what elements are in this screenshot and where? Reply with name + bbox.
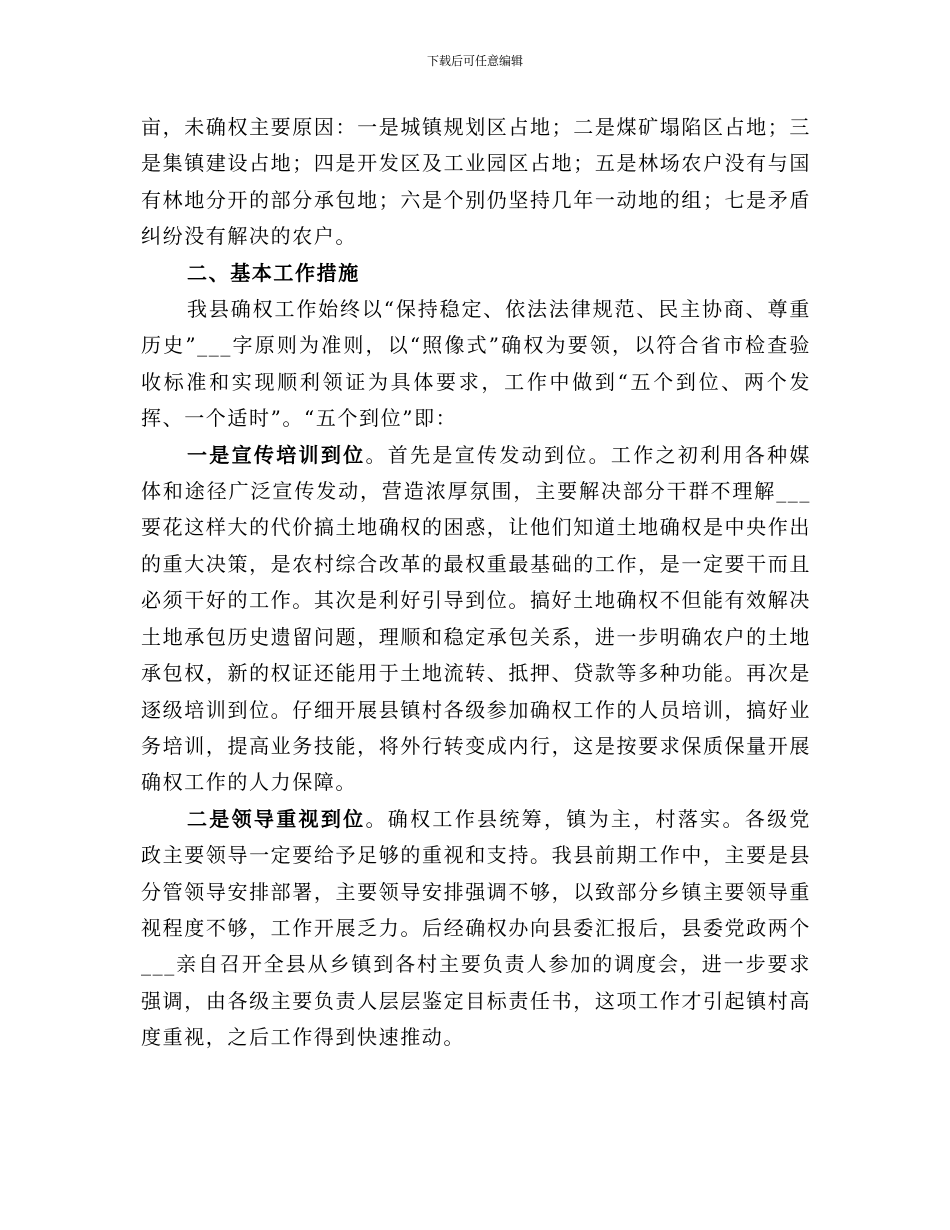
- paragraph-lead-publicity: 一是宣传培训到位: [187, 442, 366, 467]
- paragraph-publicity-training: [141, 437, 811, 801]
- paragraph-text-leadership: 。确权工作县统筹，镇为主，村落实。各级党政主要领导一定要给予足够的重视和支持。我县前期工作中，主要是县分管领导安排部署，主要领导安排强调不够，以致部分乡镇主要领导重视程度不够，工作开展乏力。后经确权办向县委汇报后，县委党政两个___亲自召开全县从乡镇到各村主要负责人参加的调度会，进一步要求强调，由各级主要负责人层层鉴定目标责任书，这项工作才引起镇村高度重视，之后工作得到快速推动。: [141, 806, 812, 1050]
- paragraph-lead-leadership: 二是领导重视到位: [187, 806, 366, 831]
- document-body: [141, 109, 811, 1056]
- paragraph-text-publicity: 。首先是宣传发动到位。工作之初利用各种媒体和途径广泛宣传发动，营造浓厚氛围，主要解决部分干群不理解___要花这样大的代价搞土地确权的困惑，让他们知道土地确权是中央作出的重大决策，是农村综合改革的最权重最基础的工作，是一定要干而且必须干好的工作。其次是利好引导到位。搞好土地确权不但能有效解决土地承包历史遗留问题，理顺和稳定承包关系，进一步明确农户的土地承包权，新的权证还能用于土地流转、抵押、贷款等多种功能。再次是逐级培训到位。仔细开展县镇村各级参加确权工作的人员培训，搞好业务培训，提高业务技能，将外行转变成内行，这是按要求保质保量开展确权工作的人力保障。: [141, 442, 812, 795]
- page-header: 下载后可任意编辑: [426, 54, 523, 68]
- paragraph-leadership: [141, 801, 811, 1056]
- paragraph-unconfirmed-reasons: 亩，未确权主要原因：一是城镇规划区占地；二是煤矿塌陷区占地；三是集镇建设占地；四是开发区及工业园区占地；五是林场农户没有与国有林地分开的部分承包地；六是个别仍坚持几年一动地的组；七是矛盾纠纷没有解决的农户。: [141, 115, 811, 249]
- section-heading-basic-measures: 二、基本工作措施: [187, 260, 360, 285]
- paragraph-principles: 我县确权工作始终以“保持稳定、依法法律规范、民主协商、尊重历史”___字原则为准则，以“照像式”确权为要领，以符合省市检查验收标准和实现顺利领证为具体要求，工作中做到“五个到位、两个发挥、一个适时”。“五个到位”即：: [141, 297, 811, 431]
